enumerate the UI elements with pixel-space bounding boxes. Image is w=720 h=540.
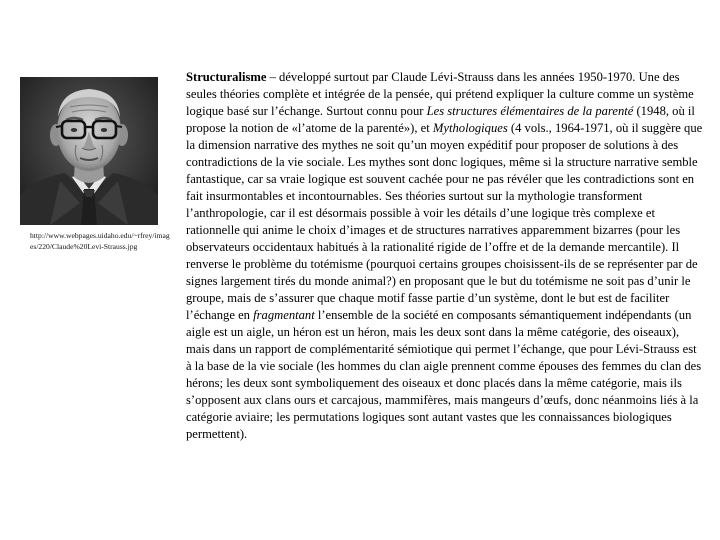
paragraph-text-4: l’ensemble de la société en composants sémantiquement indépendants (un aigle est un aigle, un héron est un héron, mais les deux sont dans la même catégorie, des oiseaux), mais dans un rapport de complémentarité sémiotique qui permet l’échange, que pour Lévi-Strauss est à la base de la vie sociale (les hommes du clan aigle prennent comme épouses des femmes du clan des hérons; les deux sont symboliquement des oiseaux et donc placés dans la même catégorie, mais ils s’opposent aux clans ours et carcajous, mammifères, mais mangeurs d’œufs, donc néanmoins liés à la catégorie aviaire; les permutations logiques sont autant vastes que les connaissances biologiques permettent).: [186, 308, 702, 441]
book-title-structures: Les structures élémentaires de la parenté: [426, 104, 634, 118]
portrait-illustration: [20, 77, 158, 225]
term-heading: Structuralisme: [186, 70, 267, 84]
article-paragraph: [186, 69, 704, 443]
book-title-mythologiques: Mythologiques: [432, 121, 508, 135]
portrait-photo: [20, 77, 158, 225]
paragraph-text-2: (1948, où il propose la notion de «l’atome de la parenté»), et: [186, 104, 695, 135]
paragraph-text-3: (4 vols., 1964-1971, où il suggère que la dimension narrative des mythes ne soit qu’un moyen expéditif pour proposer de solutions à des contradictions de la vie sociale. Les mythes sont donc logiques, même si la structure narrative semble fantastique, car sa vraie logique est souvent cachée pour ne pas révéler que les contradictions sont en fait insurmontables et incontournables. Ses théories surtout sur la mythologie transforment l’anthropologie, car il est désormais possible à voir les détails d’une logique très complexe et rationnelle qui anime le choix d’images et de structures narratives apparemment bizarres (pour les observateurs occidentaux habitués à la rationalité rigide de l’offre et de la demande mercantile). Il renverse le problème du totémisme (pourquoi certains groupes choisissent-ils de se représenter par de signes largement tirés du monde animal?) en proposant que le but du totémisme ne soit pas d’unir le groupe, mais de s’assurer que chaque motif fasse partie d’un système, dont le but est de faciliter l’échange en: [186, 121, 703, 322]
emphasis-fragmentant: fragmentant: [253, 308, 315, 322]
paragraph-text-1: – développé surtout par Claude Lévi-Strauss dans les années 1950-1970. Une des seules théories complète et intégrée de la pensée, qui prétend expliquer la culture comme un système logique basé sur l’échange. Surtout connu pour: [186, 70, 694, 118]
photo-source-url: http://www.webpages.uidaho.edu/~rfrey/images/220/Claude%20Levi-Strauss.jpg: [30, 231, 170, 251]
